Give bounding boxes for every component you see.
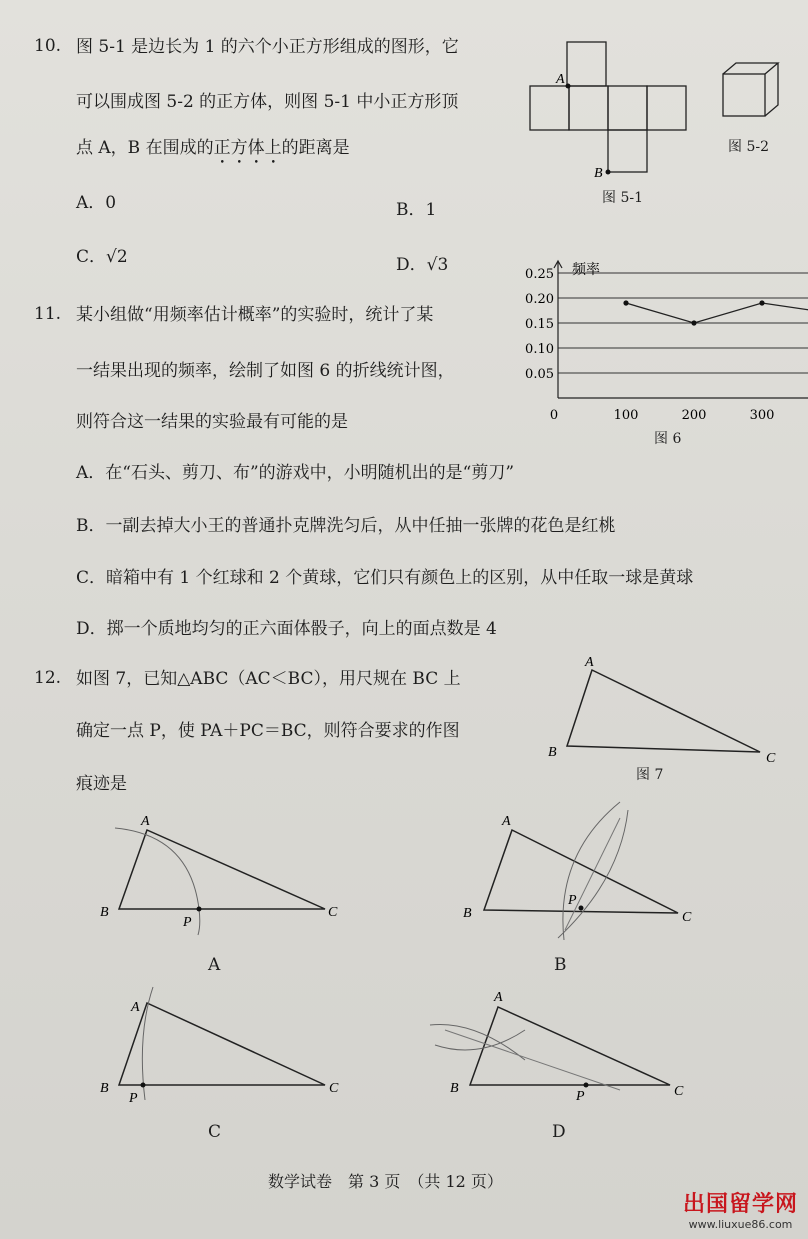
question-10-option-c: C．√2 — [76, 247, 128, 267]
option-d-vertex-b: B — [450, 1081, 459, 1096]
question-10-option-b: B．1 — [396, 200, 437, 220]
page-footer: 数学试卷 第 3 页 （共 12 页） — [268, 1172, 503, 1191]
construction-option-d — [430, 985, 700, 1105]
question-11-line1: 某小组做“用频率估计概率”的实验时，统计了某 — [76, 305, 434, 325]
question-11-line2: 一结果出现的频率，绘制了如图 6 的折线统计图， — [76, 361, 455, 381]
option-d-vertex-a: A — [494, 990, 503, 1005]
question-10-emphasis: 正方体上 — [213, 138, 282, 158]
construction-option-b — [460, 800, 720, 945]
chart-y-tick-label: 0.20 — [525, 292, 554, 307]
option-c-vertex-a: A — [131, 1000, 140, 1015]
option-a-point-p: P — [183, 915, 192, 930]
option-b-vertex-a: A — [502, 814, 511, 829]
question-12-number: 12. — [34, 668, 62, 688]
question-10-line1: 图 5-1 是边长为 1 的六个小正方形组成的图形，它 — [76, 37, 459, 57]
question-10-number: 10. — [34, 36, 62, 56]
chart-x-tick-label: 0 — [549, 408, 559, 423]
option-a-vertex-c: C — [328, 905, 338, 920]
question-10-option-d: D．√3 — [396, 255, 449, 275]
figure-7-triangle — [540, 655, 790, 770]
figure-7-caption: 图 7 — [636, 767, 664, 783]
question-10-line3 — [76, 137, 350, 168]
frequency-series-line — [626, 303, 808, 323]
question-11-option-b: B．一副去掉大小王的普通扑克牌洗匀后，从中任抽一张牌的花色是红桃 — [76, 516, 616, 536]
chart-y-tick-label: 0.10 — [525, 342, 554, 357]
question-10-line3a: 点 A，B 在围成的 — [76, 138, 214, 158]
chart-y-tick-label: 0.15 — [525, 317, 554, 332]
cube-figure — [720, 60, 785, 125]
option-d-point-p: P — [576, 1089, 585, 1104]
question-11-number: 11. — [34, 304, 62, 324]
chart-y-tick-label: 0.05 — [525, 367, 554, 382]
chart-x-tick-label: 300 — [749, 408, 775, 423]
chart-x-tick-label: 100 — [613, 408, 639, 423]
question-10-option-a: A．0 — [76, 193, 117, 213]
question-10-line3c: 的距离是 — [281, 138, 350, 158]
option-b-vertex-c: C — [682, 910, 692, 925]
question-12-line1: 如图 7，已知△ABC（AC＜BC），用尺规在 BC 上 — [76, 669, 461, 689]
question-11-option-d: D．掷一个质地均匀的正六面体骰子，向上的面点数是 4 — [76, 619, 497, 639]
watermark-url: www.liuxue86.com — [688, 1218, 793, 1231]
watermark — [683, 1187, 798, 1231]
cube-net-label-b: B — [594, 166, 603, 181]
fig7-vertex-a: A — [585, 655, 594, 670]
option-c-vertex-b: B — [100, 1081, 109, 1096]
chart-y-tick-label: 0.25 — [525, 267, 554, 282]
frequency-line-chart — [520, 258, 800, 428]
option-a-vertex-b: B — [100, 905, 109, 920]
option-c-label: C — [208, 1122, 222, 1142]
construction-option-a — [95, 810, 355, 940]
fig7-vertex-b: B — [548, 745, 557, 760]
option-c-vertex-c: C — [329, 1081, 339, 1096]
chart-data-point — [623, 300, 628, 305]
chart-data-point — [759, 300, 764, 305]
option-a-vertex-a: A — [141, 814, 150, 829]
chart-data-point — [691, 320, 696, 325]
cube-net-label-a: A — [556, 72, 565, 87]
option-b-vertex-b: B — [463, 906, 472, 921]
question-11-line3: 则符合这一结果的实验最有可能的是 — [76, 412, 348, 432]
option-d-label: D — [552, 1122, 566, 1142]
chart-x-tick-label: 200 — [681, 408, 707, 423]
chart-y-axis-label: 频率 — [572, 262, 600, 278]
figure-5-2-caption: 图 5-2 — [728, 139, 769, 155]
figure-6-caption: 图 6 — [654, 431, 682, 447]
option-b-point-p: P — [568, 893, 577, 908]
question-12-line3: 痕迹是 — [76, 774, 127, 794]
option-a-label: A — [208, 955, 221, 975]
question-10-line2: 可以围成图 5-2 的正方体，则图 5-1 中小正方形顶 — [76, 92, 459, 112]
question-11-option-c: C．暗箱中有 1 个红球和 2 个黄球，它们只有颜色上的区别，从中任取一球是黄球 — [76, 568, 694, 588]
question-12-line2: 确定一点 P，使 PA＋PC＝BC，则符合要求的作图 — [76, 721, 460, 741]
watermark-brand: 出国留学网 — [682, 1192, 798, 1217]
option-b-label: B — [554, 955, 567, 975]
option-c-point-p: P — [129, 1091, 138, 1106]
option-d-vertex-c: C — [674, 1084, 684, 1099]
construction-option-c — [95, 985, 355, 1105]
cube-net-figure — [520, 40, 700, 190]
figure-5-1-caption: 图 5-1 — [602, 190, 643, 206]
question-11-option-a: A．在“石头、剪刀、布”的游戏中，小明随机出的是“剪刀” — [76, 463, 515, 483]
fig7-vertex-c: C — [766, 751, 776, 766]
